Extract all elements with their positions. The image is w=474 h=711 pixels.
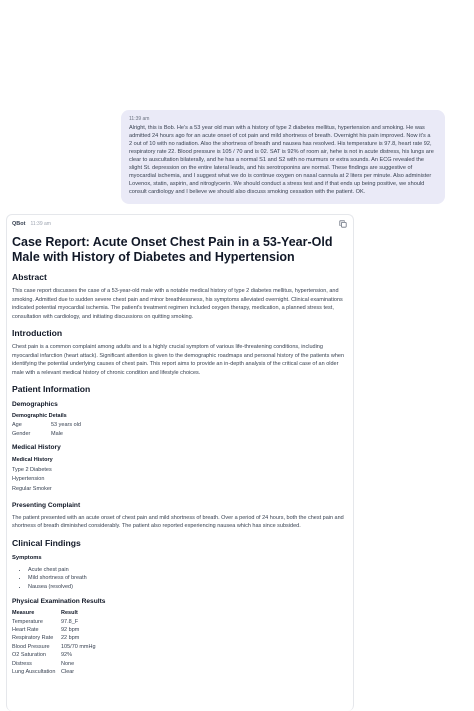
bot-message-time: 11:39 am [30,221,51,227]
demographic-value: 53 years old [51,422,81,429]
table-cell-measure: Heart Rate [12,626,39,633]
bot-name: QBot [12,221,26,227]
abstract-text: This case report discusses the case of a 53-year-old male with a notable medical history of type 2 diabetes mellitus, hypertension, and smoking. Admitted due to sudden severe chest pain and minor breathlessness, his symptoms alleviated overnight. Clinical examinations indicated potential myocardial ischemia. The patient's treatment regimen included oxygen therapy, medication, a planned stress test, consultation with cardiology, and initiating discussions on quitting smoking. [12,288,343,320]
copy-icon[interactable] [339,220,347,228]
table-cell-measure: Blood Pressure [12,643,50,650]
medical-history-item: Regular Smoker [12,486,52,492]
table-cell-result: 92 bpm [61,626,80,633]
table-cell-result: Clear [61,668,75,675]
table-header-result: Result [61,610,78,617]
table-cell-result: 97.8_F [61,618,79,625]
table-cell-measure: Respiratory Rate [12,635,54,642]
symptom-item: • Mild shortness of breath [28,574,347,583]
clinical-findings-heading: Clinical Findings [12,537,81,548]
demographics-table [12,413,347,437]
medical-history-heading: Medical History [12,444,61,452]
medical-history-item: Hypertension [12,476,45,483]
symptoms-heading: Symptoms [12,554,42,561]
presenting-complaint-text: The patient presented with an acute onset of chest pain and mild shortness of breath. Over a period of 24 hours, both the chest pain and shortness of breath diminished considerably. The patient also reported experiencing nausea which has since subsided. [12,514,344,530]
demographic-value: Male [51,431,63,438]
physical-examination-table [12,610,347,675]
table-header-measure: Measure [12,610,35,617]
user-message-bubble [121,110,445,204]
demographics-heading: Demographics [12,401,58,409]
table-cell-measure: Distress [12,660,32,667]
table-cell-measure: O2 Saturation [12,652,46,659]
table-cell-result: 22 bpm [61,635,80,642]
introduction-heading: Introduction [12,328,63,339]
demographic-key: Age [12,422,22,429]
table-cell-measure: Temperature [12,618,43,625]
abstract-heading: Abstract [12,272,47,282]
presenting-complaint-heading: Presenting Complaint [12,501,81,509]
symptom-item: • Acute chest pain [28,566,347,575]
table-cell-measure: Lung Auscultation [12,668,56,675]
medical-history-item: Type 2 Diabetes [12,466,52,473]
report-title: Case Report: Acute Onset Chest Pain in a 53-Year-Old Male with History of Diabetes and Hypertension [12,235,333,264]
demographic-key: Gender [12,431,31,438]
demographic-details-label: Demographic Details [12,413,67,420]
user-message-text: Alright, this is Bob. He's a 53 year old man with a history of type 2 diabetes mellitus, hypertension and smoking. He was admitted 24 hours ago for an acute onset of cot pain and mild shortness of breath. Overnight his pain improved. Now it's a 2 out of 10 with no radiation. Also the shortness of breath and nausea has resolved. His temperature is 97.8, heart rate 92, respiratory rate 22. Blood pressure is 105 / 70 and is 02. SAT is 92% of room air, hehe is not in acute distress, his lungs are clear to auscultation bilaterally, and he has a normal S1 and S2 with no murmurs or extra sounds. An ECG revealed the slight St. depression on the entire lateral leads, and his serotroponins are normal. These findings are suggestive of myocardial ischemia, and I suggest what we do is continue oxygen on nasal cannula at 2 liters per minute. Also administer Lovenox, statin, aspirin, and nitroglycerin. We should conduct a stress test and if that ends up being positive, we should consult cardiology and I believe we should also discuss smoking cessation with the patient. OK. [129,125,434,195]
bot-message-card [6,214,354,711]
table-cell-result: 105/70 mmHg [61,643,96,650]
patient-information-heading: Patient Information [12,384,91,395]
symptoms-list [12,566,347,592]
table-cell-result: 92% [61,652,73,659]
medical-history-label: Medical History [12,457,53,464]
user-message-time: 11:39 am [129,116,150,122]
introduction-text: Chest pain is a common complaint among adults and is a highly crucial symptom of various life-threatening conditions, including myocardial infarction (heart attack). Significant attention is given to the demographic roadmaps and personal history of the patients when identifying the potential underlying causes of chest pain. This report aims to provide an in-depth analysis of the critical case of an older male with a relevant medical history of chronic condition and lifestyle choices. [12,344,345,376]
medical-history-list [12,456,347,495]
table-cell-result: None [61,660,75,667]
physical-examination-heading: Physical Examination Results [12,598,106,606]
symptom-item: • Nausea (resolved) [28,583,347,592]
bot-message-header [12,219,347,229]
